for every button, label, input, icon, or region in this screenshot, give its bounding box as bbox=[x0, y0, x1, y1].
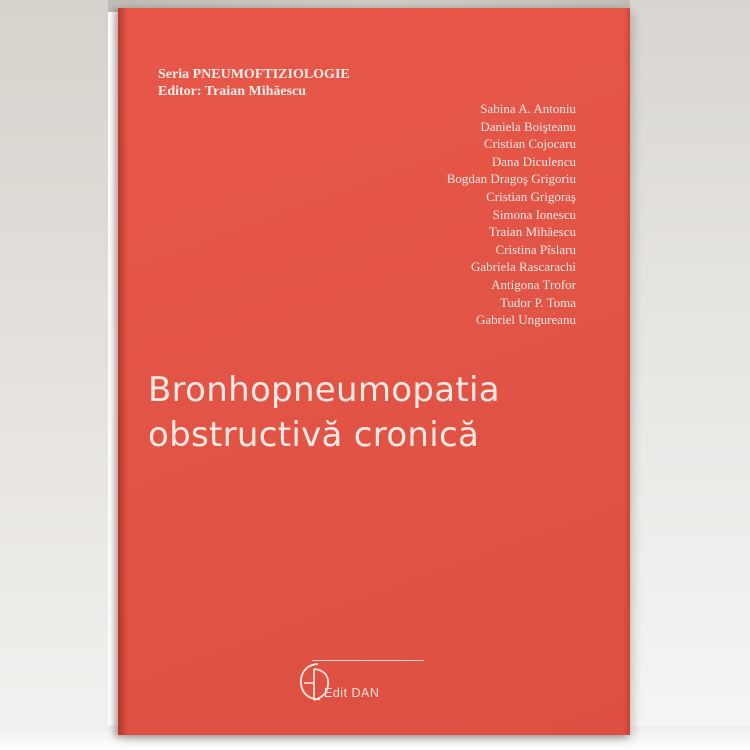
editor-line: Editor: Traian Mihăescu bbox=[158, 84, 307, 99]
backdrop-wall-right bbox=[630, 0, 750, 750]
author-name: Gabriel Ungureanu bbox=[476, 312, 576, 328]
author-list bbox=[356, 100, 576, 329]
author-name: Cristian Grigoraş bbox=[486, 188, 576, 204]
author-name: Daniela Boişteanu bbox=[480, 118, 576, 134]
publisher-name: Edit DAN bbox=[324, 686, 380, 700]
author-name: Bogdan Dragoş Grigoriu bbox=[446, 171, 576, 187]
book-cover bbox=[118, 8, 630, 735]
author-name: Sabina A. Antoniu bbox=[480, 101, 576, 116]
series-line: Seria PNEUMOFTIZIOLOGIE bbox=[158, 67, 350, 82]
author-name: Cristian Cojocaru bbox=[483, 136, 576, 152]
book-title bbox=[148, 368, 608, 458]
author-name: Tudor P. Toma bbox=[499, 294, 576, 310]
publisher-block bbox=[296, 656, 426, 706]
author-name: Simona Ionescu bbox=[492, 206, 576, 222]
author-name: Traian Mihăescu bbox=[488, 224, 576, 240]
author-name: Cristina Pîslaru bbox=[495, 241, 576, 257]
book-title-line-2: obstructivă cronică bbox=[148, 415, 480, 455]
author-name: Antigona Trofor bbox=[491, 276, 576, 292]
author-name: Gabriela Rascarachi bbox=[470, 259, 576, 275]
author-name: Dana Diculencu bbox=[491, 153, 576, 169]
series-block bbox=[158, 66, 350, 100]
book-title-line-1: Bronhopneumopatia bbox=[148, 370, 500, 410]
backdrop-wall-left bbox=[0, 0, 108, 750]
